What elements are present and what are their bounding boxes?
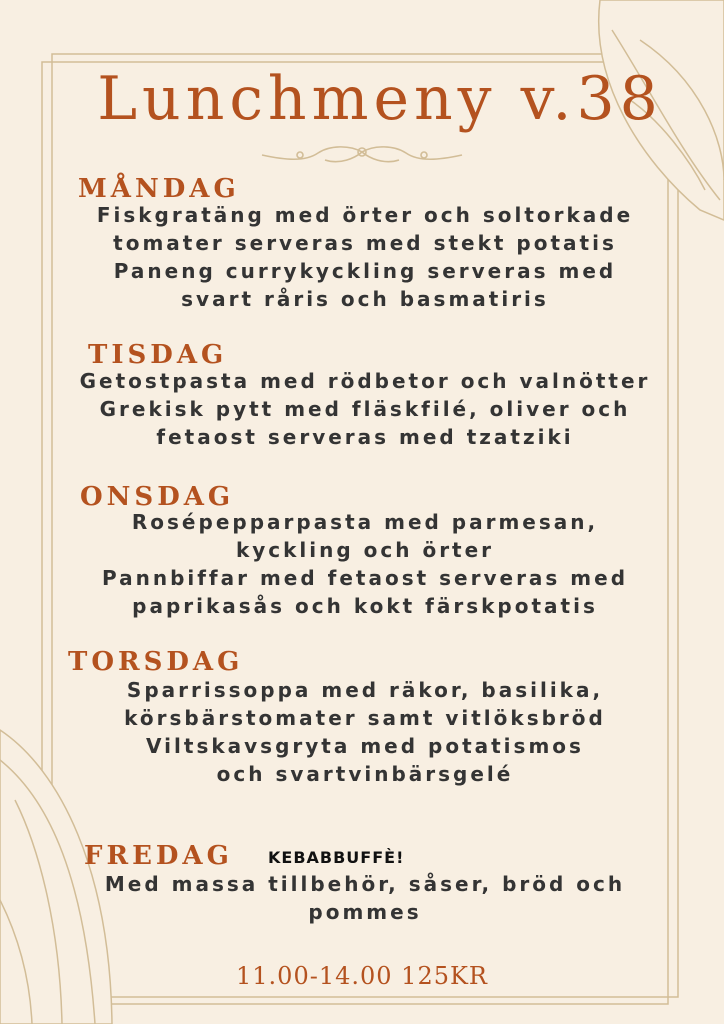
hours-and-price: 11.00-14.00 125KR	[236, 962, 488, 990]
day-heading-wednesday: ONSDAG	[80, 482, 235, 512]
dish-line: paprikasås och kokt färskpotatis	[132, 594, 598, 618]
dish-line: Grekisk pytt med fläskfilé, oliver och	[99, 397, 631, 421]
day-heading-monday: MÅNDAG	[78, 174, 240, 204]
dish-line: fetaost serveras med tzatziki	[156, 425, 574, 449]
dish-line: pommes	[308, 900, 422, 924]
friday-special: KEBABBUFFÈ!	[268, 848, 405, 867]
dish-line: Fiskgratäng med örter och soltorkade	[96, 203, 634, 227]
dish-line: och svartvinbärsgelé	[216, 762, 514, 786]
ornament-divider-icon	[262, 147, 462, 162]
dish-line: Paneng currykyckling serveras med	[113, 259, 617, 283]
dish-line: tomater serveras med stekt potatis	[113, 231, 617, 255]
day-heading-friday: FREDAG	[84, 841, 233, 871]
dish-line: kyckling och örter	[235, 538, 495, 562]
dish-line: svart råris och basmatiris	[181, 287, 549, 311]
day-heading-tuesday: TISDAG	[88, 340, 228, 370]
day-heading-thursday: TORSDAG	[68, 647, 244, 677]
dish-line: Getostpasta med rödbetor och valnötter	[79, 369, 651, 393]
dish-line: körsbärstomater samt vitlöksbröd	[124, 706, 606, 730]
page-title: Lunchmeny v.38	[97, 64, 663, 134]
dish-line: Sparrissoppa med räkor, basilika,	[126, 678, 604, 702]
dish-line: Pannbiffar med fetaost serveras med	[101, 566, 629, 590]
dish-line: Med massa tillbehör, såser, bröd och	[104, 872, 626, 896]
dish-line: Viltskavsgryta med potatismos	[146, 734, 584, 758]
dish-line: Rosépepparpasta med parmesan,	[131, 510, 599, 534]
